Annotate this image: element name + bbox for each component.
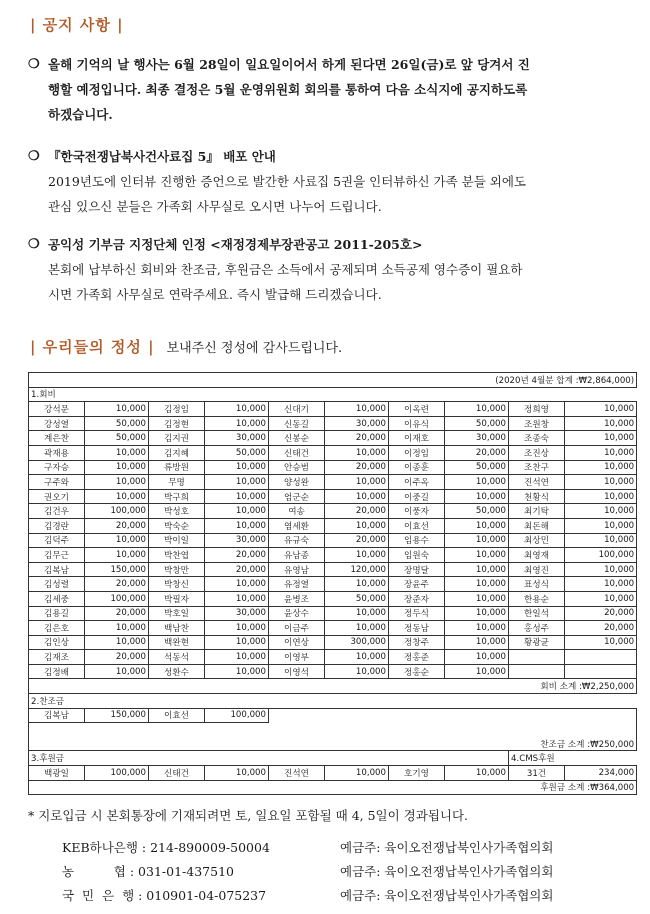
donation-amount: 20,000 bbox=[325, 533, 389, 548]
donor-name: 박호일 bbox=[149, 606, 205, 621]
notice-line: 올해 기억의 날 행사는 6월 28일이 일요일이어서 하게 된다면 26일(금)로 앞 당겨서 진 bbox=[48, 57, 530, 72]
donation-amount: 10,000 bbox=[445, 489, 509, 504]
donor-name: 이종훈 bbox=[389, 460, 445, 475]
donor-name: 무명 bbox=[149, 475, 205, 490]
donation-amount: 10,000 bbox=[325, 548, 389, 563]
donation-amount: 100,000 bbox=[85, 766, 149, 781]
donor-name: 구자승 bbox=[29, 460, 85, 475]
donation-amount: 50,000 bbox=[85, 431, 149, 446]
donor-name: 홍성주 bbox=[509, 621, 565, 636]
donation-amount: 10,000 bbox=[325, 621, 389, 636]
donation-amount: 20,000 bbox=[325, 504, 389, 519]
table-row bbox=[29, 460, 637, 475]
contrib-table bbox=[28, 372, 637, 795]
notice-line: 시면 가족회 사무실로 연락주세요. 즉시 발급해 드리겠습니다. bbox=[48, 287, 382, 302]
donor-name: 최상민 bbox=[509, 533, 565, 548]
donor-name: 장준자 bbox=[389, 591, 445, 606]
donation-amount: 10,000 bbox=[445, 562, 509, 577]
notice-item-archive bbox=[28, 144, 628, 219]
donor-name: 최기탁 bbox=[509, 504, 565, 519]
table-row bbox=[29, 548, 637, 563]
donation-amount: 20,000 bbox=[205, 562, 269, 577]
donor-name: 권오기 bbox=[29, 489, 85, 504]
donation-amount bbox=[565, 664, 637, 679]
donor-name: 신동길 bbox=[269, 416, 325, 431]
donation-amount: 10,000 bbox=[325, 518, 389, 533]
donor-name: 김정현 bbox=[149, 416, 205, 431]
donor-name: 정홍준 bbox=[389, 650, 445, 665]
donor-name: 김복남 bbox=[29, 708, 85, 723]
donation-amount: 10,000 bbox=[565, 577, 637, 592]
donation-amount: 20,000 bbox=[85, 518, 149, 533]
donation-amount: 10,000 bbox=[325, 475, 389, 490]
donor-name: 김은호 bbox=[29, 621, 85, 636]
table-row bbox=[29, 475, 637, 490]
donation-amount: 20,000 bbox=[85, 606, 149, 621]
donation-amount: 10,000 bbox=[445, 402, 509, 417]
notice-item-donation bbox=[28, 232, 628, 307]
donor-name: 유정열 bbox=[269, 577, 325, 592]
donation-amount: 100,000 bbox=[205, 708, 269, 723]
donation-amount: 10,000 bbox=[565, 416, 637, 431]
donor-name: 구주와 bbox=[29, 475, 85, 490]
table-row bbox=[29, 766, 637, 781]
donor-name: 최영재 bbox=[509, 548, 565, 563]
donation-amount: 10,000 bbox=[565, 562, 637, 577]
donor-name: 백남찬 bbox=[149, 621, 205, 636]
donation-amount: 10,000 bbox=[205, 635, 269, 650]
donation-amount: 10,000 bbox=[325, 650, 389, 665]
donation-amount: 10,000 bbox=[445, 577, 509, 592]
donation-amount: 10,000 bbox=[445, 664, 509, 679]
donor-name: 진석연 bbox=[509, 475, 565, 490]
donation-amount: 30,000 bbox=[205, 606, 269, 621]
donor-name: 김인상 bbox=[29, 635, 85, 650]
donation-amount: 20,000 bbox=[565, 621, 637, 636]
donation-amount: 30,000 bbox=[205, 431, 269, 446]
table-row bbox=[29, 504, 637, 519]
category-cms: 4.CMS후원 bbox=[509, 751, 637, 766]
notice-title: | 공지 사항 | bbox=[30, 16, 124, 34]
donor-name: 김무근 bbox=[29, 548, 85, 563]
donation-amount: 10,000 bbox=[205, 402, 269, 417]
donation-amount: 20,000 bbox=[85, 577, 149, 592]
donor-name: 박숙순 bbox=[149, 518, 205, 533]
donor-name: 유남종 bbox=[269, 548, 325, 563]
donor-name: 이풍자 bbox=[389, 504, 445, 519]
donation-amount: 10,000 bbox=[565, 445, 637, 460]
table-row bbox=[29, 621, 637, 636]
donation-amount: 10,000 bbox=[325, 766, 389, 781]
donor-name: 31건 bbox=[509, 766, 565, 781]
donation-amount: 10,000 bbox=[205, 518, 269, 533]
empty-cell bbox=[269, 708, 637, 723]
donation-amount: 10,000 bbox=[85, 635, 149, 650]
donor-name: 이효선 bbox=[149, 708, 205, 723]
contrib-title-text: | 우리들의 정성 | bbox=[30, 338, 155, 356]
donation-amount: 10,000 bbox=[325, 445, 389, 460]
donation-amount: 100,000 bbox=[85, 504, 149, 519]
donor-name: 정동남 bbox=[389, 621, 445, 636]
donor-name: 윤병조 bbox=[269, 591, 325, 606]
donation-amount: 10,000 bbox=[205, 621, 269, 636]
table-row bbox=[29, 416, 637, 431]
donor-name: 김지혜 bbox=[149, 445, 205, 460]
donor-name: 박창만 bbox=[149, 562, 205, 577]
donation-amount: 10,000 bbox=[445, 606, 509, 621]
donation-amount: 10,000 bbox=[205, 489, 269, 504]
donor-name: 석동석 bbox=[149, 650, 205, 665]
donor-name: 백완현 bbox=[149, 635, 205, 650]
donor-name: 최영진 bbox=[509, 562, 565, 577]
donor-name: 박필자 bbox=[149, 591, 205, 606]
donation-amount: 10,000 bbox=[565, 504, 637, 519]
donor-name: 김지권 bbox=[149, 431, 205, 446]
donation-amount: 10,000 bbox=[205, 650, 269, 665]
donation-amount: 30,000 bbox=[325, 416, 389, 431]
donation-amount: 10,000 bbox=[85, 533, 149, 548]
table-row bbox=[29, 431, 637, 446]
donor-name: 김용길 bbox=[29, 606, 85, 621]
total-summary: (2020년 4월분 합계 :₩2,864,000) bbox=[29, 373, 637, 388]
donation-amount: 50,000 bbox=[205, 445, 269, 460]
donation-amount: 10,000 bbox=[85, 621, 149, 636]
donor-name: 임용수 bbox=[389, 533, 445, 548]
donor-name: 조원창 bbox=[509, 416, 565, 431]
donor-name: 신태건 bbox=[269, 445, 325, 460]
donor-name: 호기영 bbox=[389, 766, 445, 781]
donation-amount: 10,000 bbox=[565, 591, 637, 606]
donor-name: 정희영 bbox=[509, 402, 565, 417]
bank-account: 국 민 은 행 : 010901-04-075237 bbox=[62, 888, 267, 903]
donor-name: 이유식 bbox=[389, 416, 445, 431]
donor-name: 이재호 bbox=[389, 431, 445, 446]
donation-amount: 20,000 bbox=[205, 548, 269, 563]
donation-amount: 10,000 bbox=[565, 431, 637, 446]
donor-name: 정두식 bbox=[389, 606, 445, 621]
donation-amount: 150,000 bbox=[85, 708, 149, 723]
table-row bbox=[29, 445, 637, 460]
category-support: 3.후원금 bbox=[29, 751, 509, 766]
donor-name: 성환수 bbox=[149, 664, 205, 679]
donation-amount: 10,000 bbox=[445, 621, 509, 636]
donor-name: 진석연 bbox=[269, 766, 325, 781]
donation-amount: 10,000 bbox=[85, 475, 149, 490]
donation-amount: 20,000 bbox=[85, 650, 149, 665]
donation-amount: 10,000 bbox=[445, 533, 509, 548]
donor-name: 정홍순 bbox=[389, 664, 445, 679]
donation-amount: 50,000 bbox=[85, 416, 149, 431]
contrib-title bbox=[30, 336, 342, 357]
table-row bbox=[29, 562, 637, 577]
donor-name: 이중길 bbox=[389, 489, 445, 504]
donor-name: 김성렬 bbox=[29, 577, 85, 592]
donation-amount: 10,000 bbox=[445, 635, 509, 650]
donor-name: 여송 bbox=[269, 504, 325, 519]
donation-amount: 10,000 bbox=[85, 548, 149, 563]
notice-heading: 『한국전쟁납북사건사료집 5』 배포 안내 bbox=[48, 149, 276, 164]
table-row bbox=[29, 533, 637, 548]
donor-name: 박구희 bbox=[149, 489, 205, 504]
donor-name: 천황식 bbox=[509, 489, 565, 504]
donation-amount: 10,000 bbox=[85, 445, 149, 460]
donor-name bbox=[509, 664, 565, 679]
donor-name: 곽재용 bbox=[29, 445, 85, 460]
donor-name: 조찬구 bbox=[509, 460, 565, 475]
donation-amount: 234,000 bbox=[565, 766, 637, 781]
notice-line: 본회에 납부하신 회비와 찬조금, 후원금은 소득에서 공제되며 소득공제 영수증이 필요하 bbox=[48, 262, 523, 277]
donation-amount: 10,000 bbox=[205, 416, 269, 431]
donor-name: 임원숙 bbox=[389, 548, 445, 563]
donor-name: 신태건 bbox=[149, 766, 205, 781]
donation-amount: 10,000 bbox=[445, 766, 509, 781]
donation-amount: 300,000 bbox=[325, 635, 389, 650]
contrib-subtitle: 보내주신 정성에 감사드립니다. bbox=[166, 341, 343, 356]
circle-bullet-icon: ❍ bbox=[28, 149, 40, 164]
donor-name: 김정임 bbox=[149, 402, 205, 417]
membership-subtotal: 회비 소계 :₩2,250,000 bbox=[29, 679, 637, 694]
donation-amount: 50,000 bbox=[445, 504, 509, 519]
donation-amount: 10,000 bbox=[565, 489, 637, 504]
donation-amount: 20,000 bbox=[565, 606, 637, 621]
donor-name: 신대기 bbox=[269, 402, 325, 417]
donor-name: 이주옥 bbox=[389, 475, 445, 490]
donor-name: 이영부 bbox=[269, 650, 325, 665]
notice-line: 하겠습니다. bbox=[48, 107, 113, 122]
donor-name: 유영남 bbox=[269, 562, 325, 577]
donor-name: 계은찬 bbox=[29, 431, 85, 446]
table-row bbox=[29, 606, 637, 621]
donation-amount: 10,000 bbox=[565, 635, 637, 650]
donation-amount: 10,000 bbox=[325, 402, 389, 417]
donation-amount: 10,000 bbox=[325, 577, 389, 592]
donor-name: 강석문 bbox=[29, 402, 85, 417]
donation-amount: 10,000 bbox=[205, 591, 269, 606]
table-row bbox=[29, 708, 637, 723]
donor-name: 김경란 bbox=[29, 518, 85, 533]
donation-amount: 10,000 bbox=[445, 475, 509, 490]
donor-name: 표성식 bbox=[509, 577, 565, 592]
donor-name: 김복남 bbox=[29, 562, 85, 577]
notice-line: 관심 있으신 분들은 가족회 사무실로 오시면 나누어 드립니다. bbox=[48, 199, 382, 214]
table-row bbox=[29, 664, 637, 679]
donor-name: 박성호 bbox=[149, 504, 205, 519]
table-row bbox=[29, 650, 637, 665]
donor-name: 백광일 bbox=[29, 766, 85, 781]
donor-name: 윤상수 bbox=[269, 606, 325, 621]
donor-name: 류방원 bbox=[149, 460, 205, 475]
table-row bbox=[29, 402, 637, 417]
donation-amount: 10,000 bbox=[205, 766, 269, 781]
donor-name: 조진상 bbox=[509, 445, 565, 460]
donation-amount: 50,000 bbox=[445, 416, 509, 431]
donor-name: 안승범 bbox=[269, 460, 325, 475]
donation-amount: 10,000 bbox=[85, 402, 149, 417]
category-sponsorship: 2.찬조금 bbox=[29, 694, 637, 709]
notice-line: 2019년도에 인터뷰 진행한 증언으로 발간한 사료집 5권을 인터뷰하신 가족 분들 외에도 bbox=[48, 174, 526, 189]
donor-name: 강성열 bbox=[29, 416, 85, 431]
donation-amount: 10,000 bbox=[85, 489, 149, 504]
notice-item-event-date bbox=[28, 52, 628, 127]
account-holder: 예금주: 육이오전쟁납북인사가족협의회 bbox=[340, 840, 554, 855]
donation-amount: 100,000 bbox=[565, 548, 637, 563]
donor-name: 박이일 bbox=[149, 533, 205, 548]
donation-amount: 20,000 bbox=[445, 445, 509, 460]
donor-name: 장명달 bbox=[389, 562, 445, 577]
donor-name: 한용순 bbox=[509, 591, 565, 606]
bank-account: KEB하나은행 : 214-890009-50004 bbox=[62, 840, 270, 855]
sponsorship-subtotal: 찬조금 소계 :₩250,000 bbox=[29, 737, 637, 751]
giro-footnote: * 지로입금 시 본회통장에 기재되려면 토, 일요일 포함될 때 4, 5일이 경과됩니다. bbox=[28, 808, 469, 823]
donation-amount: 20,000 bbox=[325, 431, 389, 446]
circle-bullet-icon: ❍ bbox=[28, 57, 40, 72]
donor-name: 한일석 bbox=[509, 606, 565, 621]
donation-amount bbox=[565, 650, 637, 665]
account-holder: 예금주: 육이오전쟁납북인사가족협의회 bbox=[340, 864, 554, 879]
table-row bbox=[29, 591, 637, 606]
support-subtotal: 후원금 소계 :₩364,000 bbox=[29, 780, 637, 795]
donation-amount: 10,000 bbox=[325, 664, 389, 679]
donor-name: 양성완 bbox=[269, 475, 325, 490]
donation-amount: 10,000 bbox=[445, 591, 509, 606]
donor-name: 박찬엽 bbox=[149, 548, 205, 563]
donation-amount: 10,000 bbox=[445, 650, 509, 665]
donor-name: 김세중 bbox=[29, 591, 85, 606]
donation-amount: 10,000 bbox=[205, 460, 269, 475]
account-holder: 예금주: 육이오전쟁납북인사가족협의회 bbox=[340, 888, 554, 903]
donation-amount: 30,000 bbox=[205, 533, 269, 548]
table-row bbox=[29, 489, 637, 504]
donation-amount: 50,000 bbox=[445, 460, 509, 475]
donation-amount: 10,000 bbox=[445, 548, 509, 563]
bank-account: 농 협 : 031-01-437510 bbox=[62, 864, 234, 879]
donor-name: 정창주 bbox=[389, 635, 445, 650]
table-row bbox=[29, 518, 637, 533]
donation-amount: 10,000 bbox=[85, 664, 149, 679]
donor-name: 김재조 bbox=[29, 650, 85, 665]
spacer-row bbox=[29, 723, 637, 737]
donor-name: 김건우 bbox=[29, 504, 85, 519]
donation-amount: 10,000 bbox=[85, 460, 149, 475]
circle-bullet-icon: ❍ bbox=[28, 237, 40, 252]
notice-heading: 공익성 기부금 지정단체 인정 <재정경제부장관공고 2011-205호> bbox=[48, 237, 423, 252]
donor-name: 이정임 bbox=[389, 445, 445, 460]
donor-name: 장윤주 bbox=[389, 577, 445, 592]
donation-amount: 10,000 bbox=[325, 606, 389, 621]
donation-amount: 10,000 bbox=[205, 577, 269, 592]
donation-amount: 10,000 bbox=[205, 664, 269, 679]
donation-amount: 20,000 bbox=[325, 460, 389, 475]
donor-name: 박창신 bbox=[149, 577, 205, 592]
notice-line: 행할 예정입니다. 최종 결정은 5월 운영위원회 회의를 통하여 다음 소식지에 공지하도록 bbox=[48, 82, 528, 97]
donation-amount: 50,000 bbox=[325, 591, 389, 606]
donor-name: 엄군순 bbox=[269, 489, 325, 504]
donation-amount: 10,000 bbox=[565, 518, 637, 533]
donor-name: 최돈해 bbox=[509, 518, 565, 533]
donor-name: 이금주 bbox=[269, 621, 325, 636]
donor-name: 김덕주 bbox=[29, 533, 85, 548]
donor-name: 조종숙 bbox=[509, 431, 565, 446]
donor-name: 신봉순 bbox=[269, 431, 325, 446]
donation-amount: 10,000 bbox=[565, 402, 637, 417]
donor-name: 염세환 bbox=[269, 518, 325, 533]
category-membership: 1.회비 bbox=[29, 387, 637, 402]
donor-name: 이효선 bbox=[389, 518, 445, 533]
donor-name bbox=[509, 650, 565, 665]
table-row bbox=[29, 577, 637, 592]
donation-amount: 30,000 bbox=[445, 431, 509, 446]
donation-amount: 100,000 bbox=[85, 591, 149, 606]
donation-amount: 150,000 bbox=[85, 562, 149, 577]
donor-name: 김정배 bbox=[29, 664, 85, 679]
donation-amount: 10,000 bbox=[565, 460, 637, 475]
donation-amount: 10,000 bbox=[205, 475, 269, 490]
donation-amount: 10,000 bbox=[565, 533, 637, 548]
donation-amount: 10,000 bbox=[445, 518, 509, 533]
donor-name: 이옥련 bbox=[389, 402, 445, 417]
donation-amount: 10,000 bbox=[325, 489, 389, 504]
donation-amount: 10,000 bbox=[565, 475, 637, 490]
table-row bbox=[29, 635, 637, 650]
donation-amount: 120,000 bbox=[325, 562, 389, 577]
donor-name: 이연상 bbox=[269, 635, 325, 650]
donation-amount: 10,000 bbox=[205, 504, 269, 519]
donor-name: 이영석 bbox=[269, 664, 325, 679]
donor-name: 황광균 bbox=[509, 635, 565, 650]
donor-name: 유규숙 bbox=[269, 533, 325, 548]
